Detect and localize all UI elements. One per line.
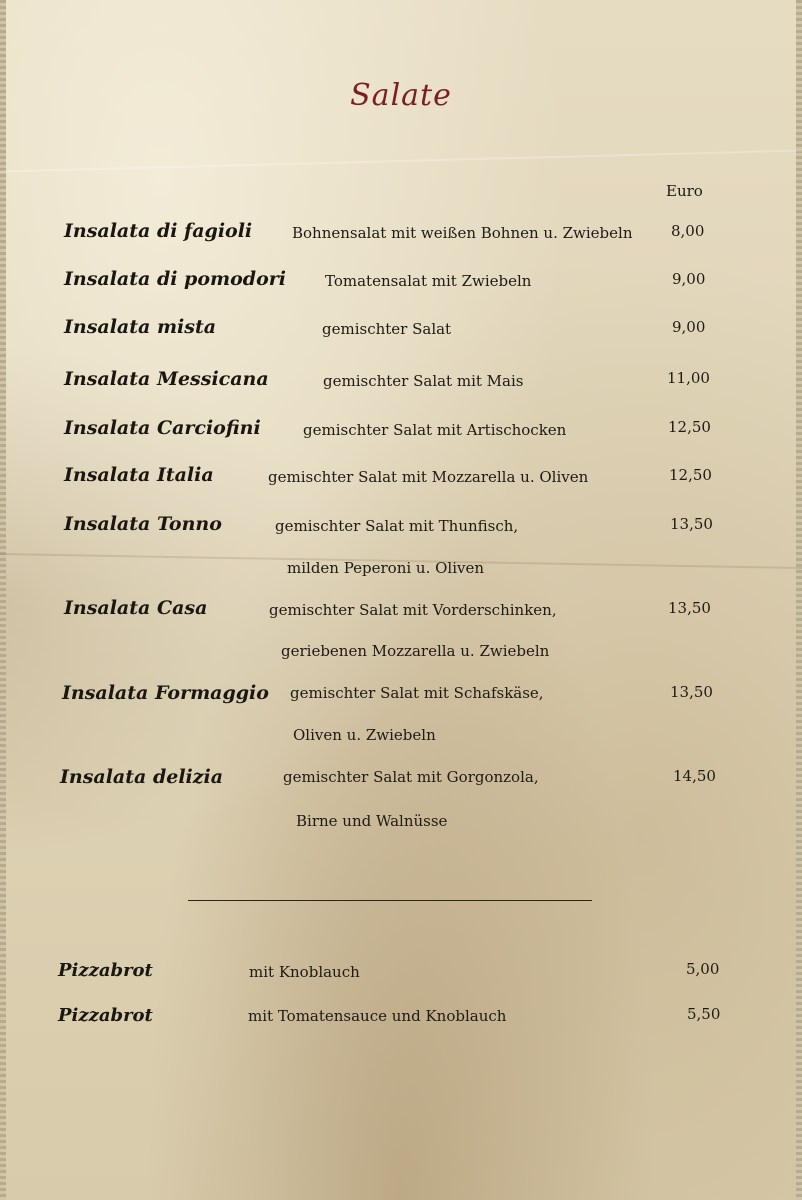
salad-description: gemischter Salat [322,320,452,338]
salad-description-line2: milden Peperoni u. Oliven [287,559,485,577]
bread-price: 5,50 [687,1005,721,1023]
page-title: Salate [350,78,452,113]
salad-name: Insalata Messicana [64,368,269,390]
salad-description: Tomatensalat mit Zwiebeln [325,272,532,290]
bread-name: Pizzabrot [58,1005,153,1026]
salad-description: Bohnensalat mit weißen Bohnen u. Zwiebeln [292,224,633,242]
salad-price: 9,00 [672,318,706,336]
salad-name: Insalata Casa [64,597,208,619]
salad-name: Insalata delizia [60,766,224,788]
salad-name: Insalata Italia [64,464,214,486]
salad-description-line2: Oliven u. Zwiebeln [293,726,436,744]
salad-name: Insalata di pomodori [64,268,286,290]
salad-description: gemischter Salat mit Thunfisch, [275,517,519,535]
salad-description-line2: geriebenen Mozzarella u. Zwiebeln [281,642,550,660]
salad-price: 13,50 [668,599,711,617]
paper-crease [0,150,802,173]
salad-description: gemischter Salat mit Vorderschinken, [269,601,557,619]
salad-description: gemischter Salat mit Mozzarella u. Oliven [268,468,589,486]
salad-name: Insalata Formaggio [62,682,269,704]
salad-description-line2: Birne und Walnüsse [296,812,448,830]
salad-price: 13,50 [670,683,713,701]
currency-label: Euro [666,182,703,200]
salad-name: Insalata di fagioli [64,220,253,242]
salad-description: gemischter Salat mit Mais [323,372,524,390]
salad-name: Insalata Carciofini [64,417,261,439]
page-edge-left [0,0,6,1200]
section-divider [188,900,592,901]
salad-price: 12,50 [668,418,711,436]
salad-name: Insalata mista [64,316,217,338]
salad-description: gemischter Salat mit Artischocken [303,421,567,439]
salad-price: 8,00 [671,222,705,240]
bread-price: 5,00 [686,960,720,978]
salad-price: 9,00 [672,270,706,288]
salad-description: gemischter Salat mit Gorgonzola, [283,768,539,786]
salad-price: 13,50 [670,515,713,533]
page-edge-right [796,0,802,1200]
salad-price: 11,00 [667,369,710,387]
salad-description: gemischter Salat mit Schafskäse, [290,684,544,702]
bread-description: mit Tomatensauce und Knoblauch [248,1007,507,1025]
bread-description: mit Knoblauch [249,963,360,981]
salad-price: 14,50 [673,767,716,785]
salad-name: Insalata Tonno [64,513,222,535]
salad-price: 12,50 [669,466,712,484]
bread-name: Pizzabrot [58,960,153,981]
